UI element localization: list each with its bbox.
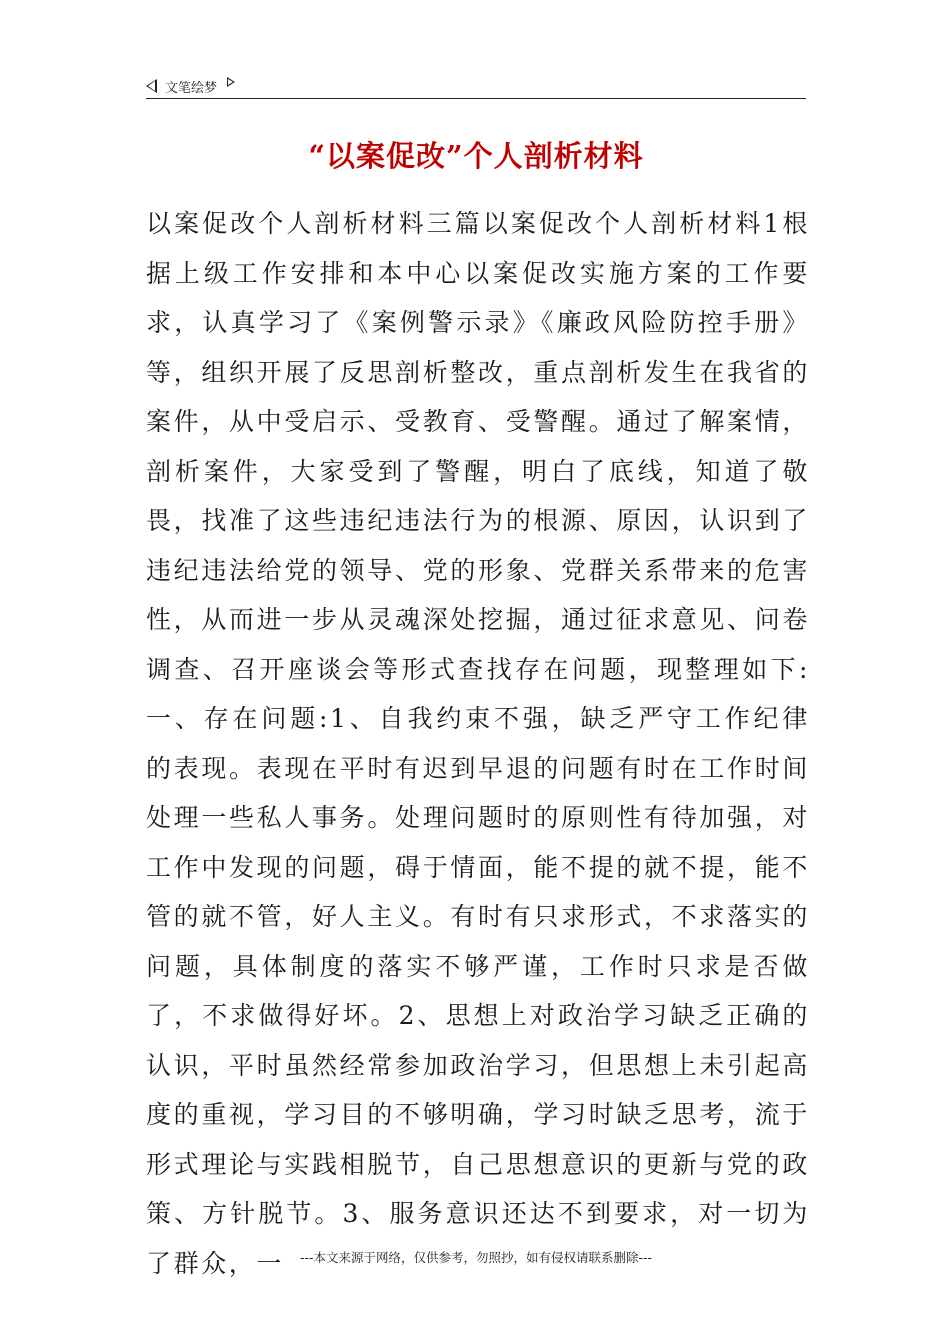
footer-notice: ---本文来源于网络，仅供参考，勿照抄，如有侵权请联系删除--- [299,1250,653,1265]
header-divider [146,98,806,99]
triangle-right-icon [227,77,235,87]
document-body: 以案促改个人剖析材料三篇以案促改个人剖析材料1根据上级工作安排和本中心以案促改实施方案的工作要求，认真学习了《案例警示录》《廉政风险防控手册》等，组织开展了反思剖析整改，重点剖析发生在我省的案件，从中受启示、受教育、受警醒。通过了解案情，剖析案件，大家受到了警醒，明白了底线，知道了敬畏，找准了这些违纪违法行为的根源、原因，认识到了违纪违法给党的领导、党的形象、党群关系带来的危害性，从而进一步从灵魂深处挖掘，通过征求意见、问卷调查、召开座谈会等形式查找存在问题，现整理如下:一、存在问题:1、自我约束不强，缺乏严守工作纪律的表现。表现在平时有迟到早退的问题有时在工作时间处理一些私人事务。处理问题时的原则性有待加强，对工作中发现的问题，碍于情面，能不提的就不提，能不管的就不管，好人主义。有时有只求形式，不求落实的问题，具体制度的落实不够严谨，工作时只求是否做了，不求做得好坏。2、思想上对政治学习缺乏正确的认识，平时虽然经常参加政治学习，但思想上未引起高度的重视，学习目的不够明确，学习时缺乏思考，流于形式理论与实践相脱节，自己思想意识的更新与党的政策、方针脱节。3、服务意识还达不到要求，对一切为了群众，一 [146,209,810,1278]
page-header [146,74,806,98]
triangle-left-icon [146,79,157,93]
document-title: “以案促改”个人剖析材料 [308,139,644,173]
brand-label: 文笔绘梦 [165,80,218,96]
